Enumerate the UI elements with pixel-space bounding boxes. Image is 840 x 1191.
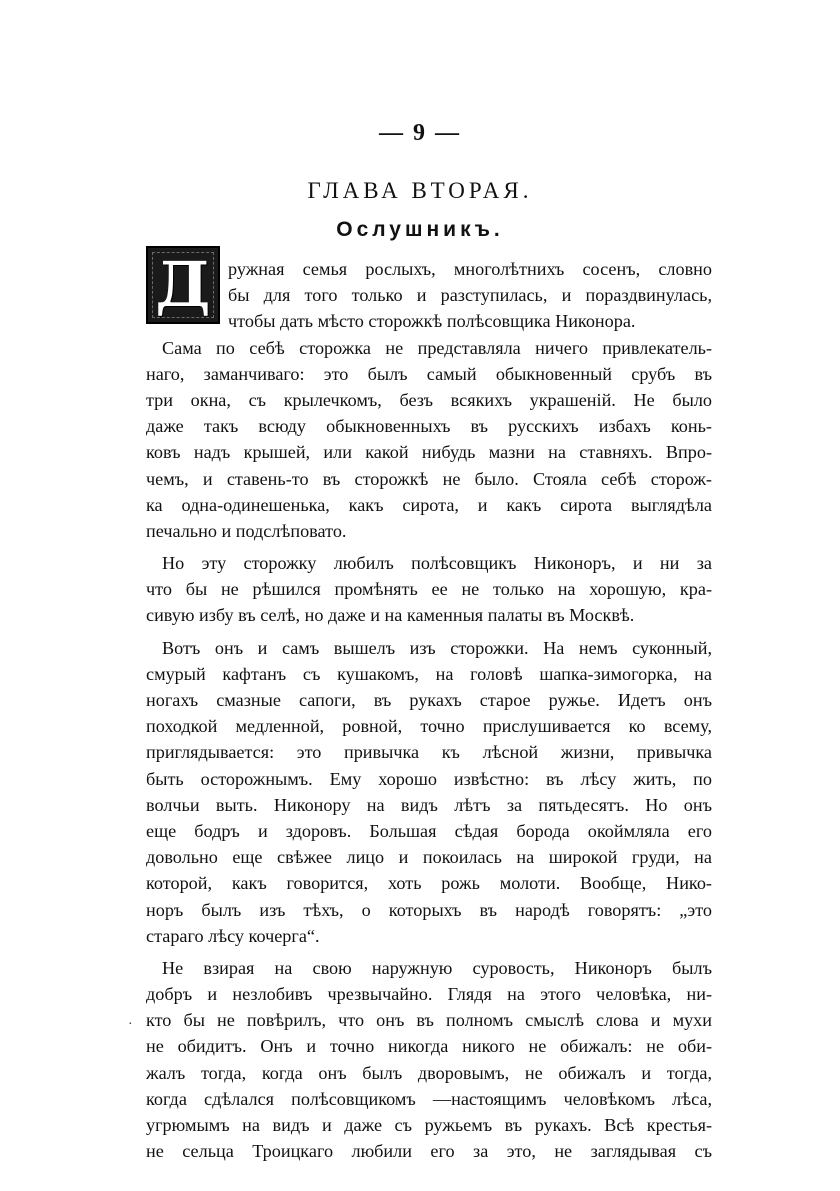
text-line: быть осторожнымъ. Ему хорошо извѣстно: въ лѣсу жить, по bbox=[146, 768, 712, 789]
paragraph-5 bbox=[146, 955, 712, 1165]
text-line: Вотъ онъ и самъ вышелъ изъ сторожки. На немъ суконный, bbox=[162, 637, 712, 658]
text-line: чтобы дать мѣсто сторожкѣ полѣсовщика Никонора. bbox=[228, 311, 636, 332]
text-line: приглядывается: это привычка къ лѣсной жизни, привычка bbox=[146, 742, 712, 763]
text-line: ружная семья рослыхъ, многолѣтнихъ сосенъ, словно bbox=[228, 259, 712, 279]
text-line: не сельца Троицкаго любили его за это, не заглядывая съ bbox=[146, 1141, 712, 1162]
text-line: когда сдѣлался полѣсовщикомъ —настоящимъ человѣкомъ лѣса, bbox=[146, 1088, 712, 1109]
text-line: что бы не рѣшился промѣнять ее не только на хорошую, кра- bbox=[146, 579, 712, 600]
margin-mark: · bbox=[128, 1017, 133, 1032]
page-number: — 9 — bbox=[379, 120, 461, 146]
text-line: ка одна-одинешенька, какъ сирота, и какъ сирота выглядѣла bbox=[146, 494, 712, 515]
text-line: сивую избу въ селѣ, но даже и на каменныя палаты въ Москвѣ. bbox=[146, 605, 635, 626]
text-line: смурый кафтанъ съ кушакомъ, на головѣ шапка-зимогорка, на bbox=[146, 663, 712, 684]
paragraph-4 bbox=[146, 635, 712, 949]
text-line: добръ и незлобивъ чрезвычайно. Глядя на этого человѣка, ни- bbox=[146, 984, 712, 1005]
text-line: волчьи выть. Никонору на видъ лѣтъ за пятьдесятъ. Но онъ bbox=[146, 794, 712, 815]
text-line: стараго лѣсу кочерга“. bbox=[146, 925, 320, 946]
paragraph-3 bbox=[146, 550, 712, 629]
chapter-subtitle: Ослушникъ. bbox=[336, 218, 504, 241]
text-line: не обидитъ. Онъ и точно никогда никого не обижалъ: не оби- bbox=[146, 1036, 712, 1057]
text-line: еще бодръ и здоровъ. Большая сѣдая борода окоймляла его bbox=[146, 820, 712, 841]
text-line: чемъ, и ставень-то въ сторожкѣ не было. Стояла себѣ сторож- bbox=[146, 468, 712, 489]
text-line: печально и подслѣповато. bbox=[146, 520, 347, 541]
text-line: жалъ тогда, когда онъ былъ дворовымъ, не обижалъ и тогда, bbox=[146, 1062, 712, 1083]
text-line: походкой медленной, ровной, точно прислушивается ко всему, bbox=[146, 716, 712, 737]
text-line: угрюмымъ на видъ и даже съ ружьемъ въ рукахъ. Всѣ крестья- bbox=[146, 1115, 712, 1135]
chapter-title: ГЛАВА ВТОРАЯ. bbox=[307, 178, 533, 203]
paragraph-1 bbox=[146, 256, 712, 335]
text-line: довольно еще свѣжее лицо и покоилась на широкой груди, на bbox=[146, 847, 712, 868]
text-line: бы для того только и разступилась, и пораздвинулась, bbox=[228, 285, 712, 306]
drop-cap-letter: Д bbox=[155, 248, 211, 321]
body-text bbox=[146, 256, 712, 1164]
text-line: Не взирая на свою наружную суровость, Никоноръ былъ bbox=[162, 957, 712, 978]
text-line: даже такъ всюду обыкновенныхъ въ русскихъ избахъ конь- bbox=[146, 416, 712, 437]
text-line: Но эту сторожку любилъ полѣсовщикъ Никоноръ, и ни за bbox=[162, 553, 712, 574]
text-line: ковъ надъ крышей, или какой нибудь мазни на ставняхъ. Впро- bbox=[146, 442, 712, 463]
paragraph-2 bbox=[146, 335, 712, 545]
text-line: которой, какъ говорится, хоть рожь молоти. Вообще, Нико- bbox=[146, 873, 712, 894]
text-line: наго, заманчиваго: это былъ самый обыкновенный срубъ въ bbox=[146, 363, 712, 384]
text-line: Сама по себѣ сторожка не представляла ничего привлекатель- bbox=[162, 337, 712, 358]
text-line: три окна, съ крылечкомъ, безъ всякихъ украшеній. Не было bbox=[146, 389, 712, 410]
text-line: кто бы не повѣрилъ, что онъ въ полномъ смыслѣ слова и мухи bbox=[146, 1010, 712, 1031]
text-line: ногахъ смазные сапоги, въ рукахъ старое ружье. Идетъ онъ bbox=[146, 690, 712, 710]
text-line: норъ былъ изъ тѣхъ, о которыхъ въ народѣ говорятъ: „это bbox=[146, 899, 712, 920]
